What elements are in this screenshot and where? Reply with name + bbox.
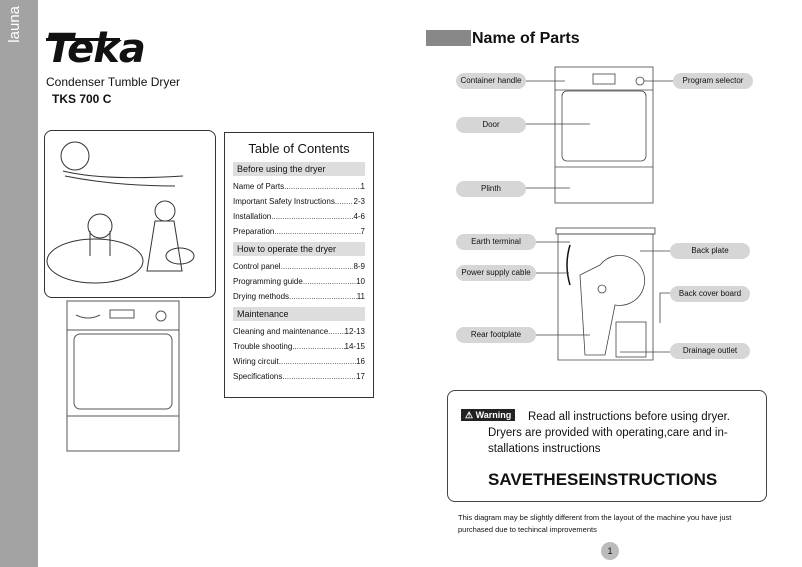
toc-leader <box>328 327 344 336</box>
warning-badge-label: Warning <box>475 410 512 420</box>
warning-rest: Dryers are provided with operating,care and in- stallations instructions <box>488 427 728 455</box>
side-tab-label: launa <box>6 6 23 43</box>
toc-title: Table of Contents <box>248 141 350 156</box>
header-box <box>426 30 471 46</box>
save-instructions: SAVETHESEINSTRUCTIONS <box>488 470 718 489</box>
toc-entry-label: Trouble shooting <box>233 342 293 351</box>
toc-entry-page: 2-3 <box>353 197 365 206</box>
toc-entry-page: 11 <box>356 292 365 301</box>
model-name: TKS 700 C <box>52 92 112 106</box>
toc-section-heading: How to operate the dryer <box>233 242 365 256</box>
toc-entry-label: Important Safety Instructions <box>233 197 335 206</box>
toc-leader <box>289 292 357 301</box>
warning-text <box>488 409 748 457</box>
page-number: 1 <box>601 542 619 560</box>
cartoon-illustration <box>44 130 216 298</box>
toc-leader <box>292 342 344 351</box>
toc-leader <box>335 197 354 206</box>
part-label: Drainage outlet <box>670 343 750 359</box>
toc-entry-label: Drying methods <box>233 292 290 301</box>
toc-entry-label: Installation <box>233 212 272 221</box>
toc-entry-page: 12-13 <box>344 327 365 336</box>
toc-leader <box>303 277 356 286</box>
toc-entry-label: Control panel <box>233 262 281 271</box>
toc-entry[interactable] <box>233 327 365 336</box>
part-label: Program selector <box>673 73 753 89</box>
toc-entry[interactable] <box>233 262 365 271</box>
toc-entry-label: Wiring circuit <box>233 357 279 366</box>
dryer-diagram <box>440 60 780 370</box>
toc-entry-label: Specifications <box>233 372 283 381</box>
toc-entry-label: Name of Parts <box>233 182 285 191</box>
toc-entry[interactable] <box>233 357 365 366</box>
toc-leader <box>274 227 360 236</box>
table-of-contents <box>224 132 374 398</box>
part-label: Back cover board <box>670 286 750 302</box>
toc-entry[interactable] <box>233 212 365 221</box>
part-label: Container handle <box>456 73 526 89</box>
part-label: Plinth <box>456 181 526 197</box>
warning-line1: Read all instructions before using dryer. <box>528 411 730 423</box>
toc-leader <box>281 262 354 271</box>
toc-entry-page: 4-6 <box>353 212 365 221</box>
toc-leader <box>284 182 360 191</box>
side-tab <box>0 0 38 567</box>
part-label: Back plate <box>670 243 750 259</box>
toc-leader <box>271 212 353 221</box>
toc-entry-label: Cleaning and maintenance <box>233 327 329 336</box>
toc-entry[interactable] <box>233 292 365 301</box>
warning-badge: ⚠ Warning <box>461 409 515 421</box>
part-label: Earth terminal <box>456 234 536 250</box>
toc-section-heading: Before using the dryer <box>233 162 365 176</box>
toc-entry-page: 16 <box>356 357 365 366</box>
toc-entry[interactable] <box>233 277 365 286</box>
parts-title: Name of Parts <box>472 30 580 47</box>
dryer-front-illustration <box>66 300 182 461</box>
brand-logo: Teka <box>46 26 145 72</box>
toc-entry-label: Programming guide <box>233 277 303 286</box>
part-label: Rear footplate <box>456 327 536 343</box>
toc-entry[interactable] <box>233 372 365 381</box>
toc-entry[interactable] <box>233 227 365 236</box>
toc-entry[interactable] <box>233 182 365 191</box>
toc-entry-page: 10 <box>356 277 365 286</box>
diagram-note: This diagram may be slightly different from the layout of the machine you have just purchased due to techincal improvements <box>458 513 732 534</box>
toc-entry[interactable] <box>233 197 365 206</box>
toc-leader <box>279 357 356 366</box>
toc-entry-page: 14-15 <box>344 342 365 351</box>
part-label: Door <box>456 117 526 133</box>
toc-entry-page: 8-9 <box>353 262 365 271</box>
toc-entry-page: 1 <box>360 182 365 191</box>
toc-entry-page: 7 <box>360 227 365 236</box>
toc-entry-page: 17 <box>356 372 365 381</box>
toc-section-heading: Maintenance <box>233 307 365 321</box>
part-label: Power supply cable <box>456 265 536 281</box>
product-name: Condenser Tumble Dryer <box>46 75 181 89</box>
toc-entry[interactable] <box>233 342 365 351</box>
toc-entry-label: Preparation <box>233 227 275 236</box>
toc-leader <box>282 372 356 381</box>
